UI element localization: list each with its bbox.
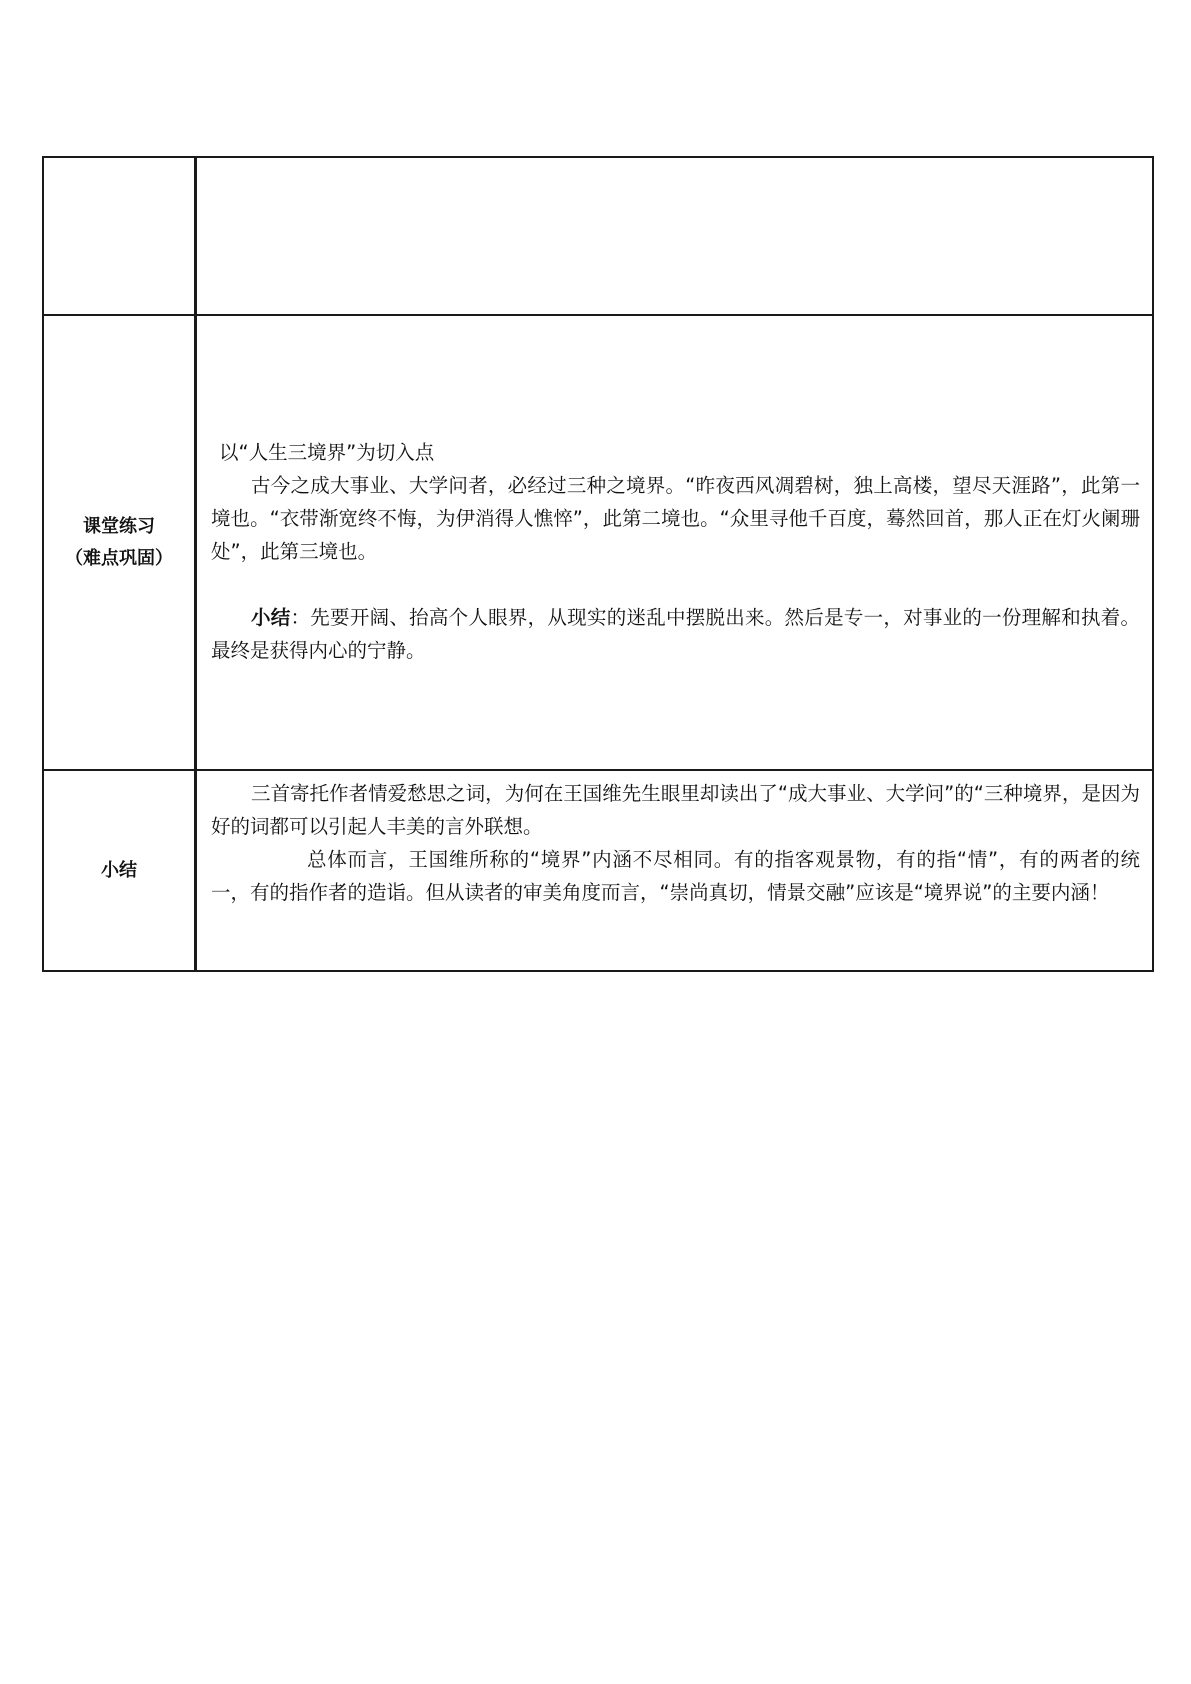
practice-summary-text: ：先要开阔、抬高个人眼界，从现实的迷乱中摆脱出来。然后是专一，对事业的一份理解和执着。最终是获得内心的宁静。 (211, 606, 1140, 662)
summary-label: 小结 (101, 859, 137, 881)
practice-label-cell (43, 315, 196, 770)
practice-heading: 以“人生三境界”为切入点 (219, 441, 435, 464)
summary-content-cell (196, 770, 1154, 971)
table-row-summary (43, 770, 1153, 971)
table-row-practice (43, 315, 1153, 770)
practice-content-cell (196, 315, 1154, 770)
empty-content-cell (196, 157, 1154, 315)
lesson-plan-table (42, 156, 1154, 972)
practice-summary-paragraph (211, 601, 1140, 667)
summary-label-cell (43, 770, 196, 971)
table-row-top-empty (43, 157, 1153, 315)
practice-label-line2: （难点巩固） (65, 547, 173, 569)
practice-label-line1: 课堂练习 (83, 515, 155, 537)
empty-label-cell (43, 157, 196, 315)
blank-line (211, 568, 1140, 601)
practice-summary-label: 小结 (251, 606, 291, 629)
summary-paragraph-2: 总体而言，王国维所称的“境界”内涵不尽相同。有的指客观景物，有的指“情”，有的两者的统一，有的指作者的造诣。但从读者的审美角度而言，“崇尚真切，情景交融”应该是“境界说”的主要内涵！ (211, 848, 1140, 904)
summary-paragraph-1: 三首寄托作者情爱愁思之词，为何在王国维先生眼里却读出了“成大事业、大学问”的“三种境界，是因为好的词都可以引起人丰美的言外联想。 (211, 782, 1140, 838)
practice-paragraph: 古今之成大事业、大学问者，必经过三种之境界。“昨夜西风凋碧树，独上高楼，望尽天涯路”，此第一境也。“衣带渐宽终不悔，为伊消得人憔悴”，此第二境也。“众里寻他千百度，蓦然回首，那人正在灯火阑珊处”，此第三境也。 (211, 474, 1140, 563)
